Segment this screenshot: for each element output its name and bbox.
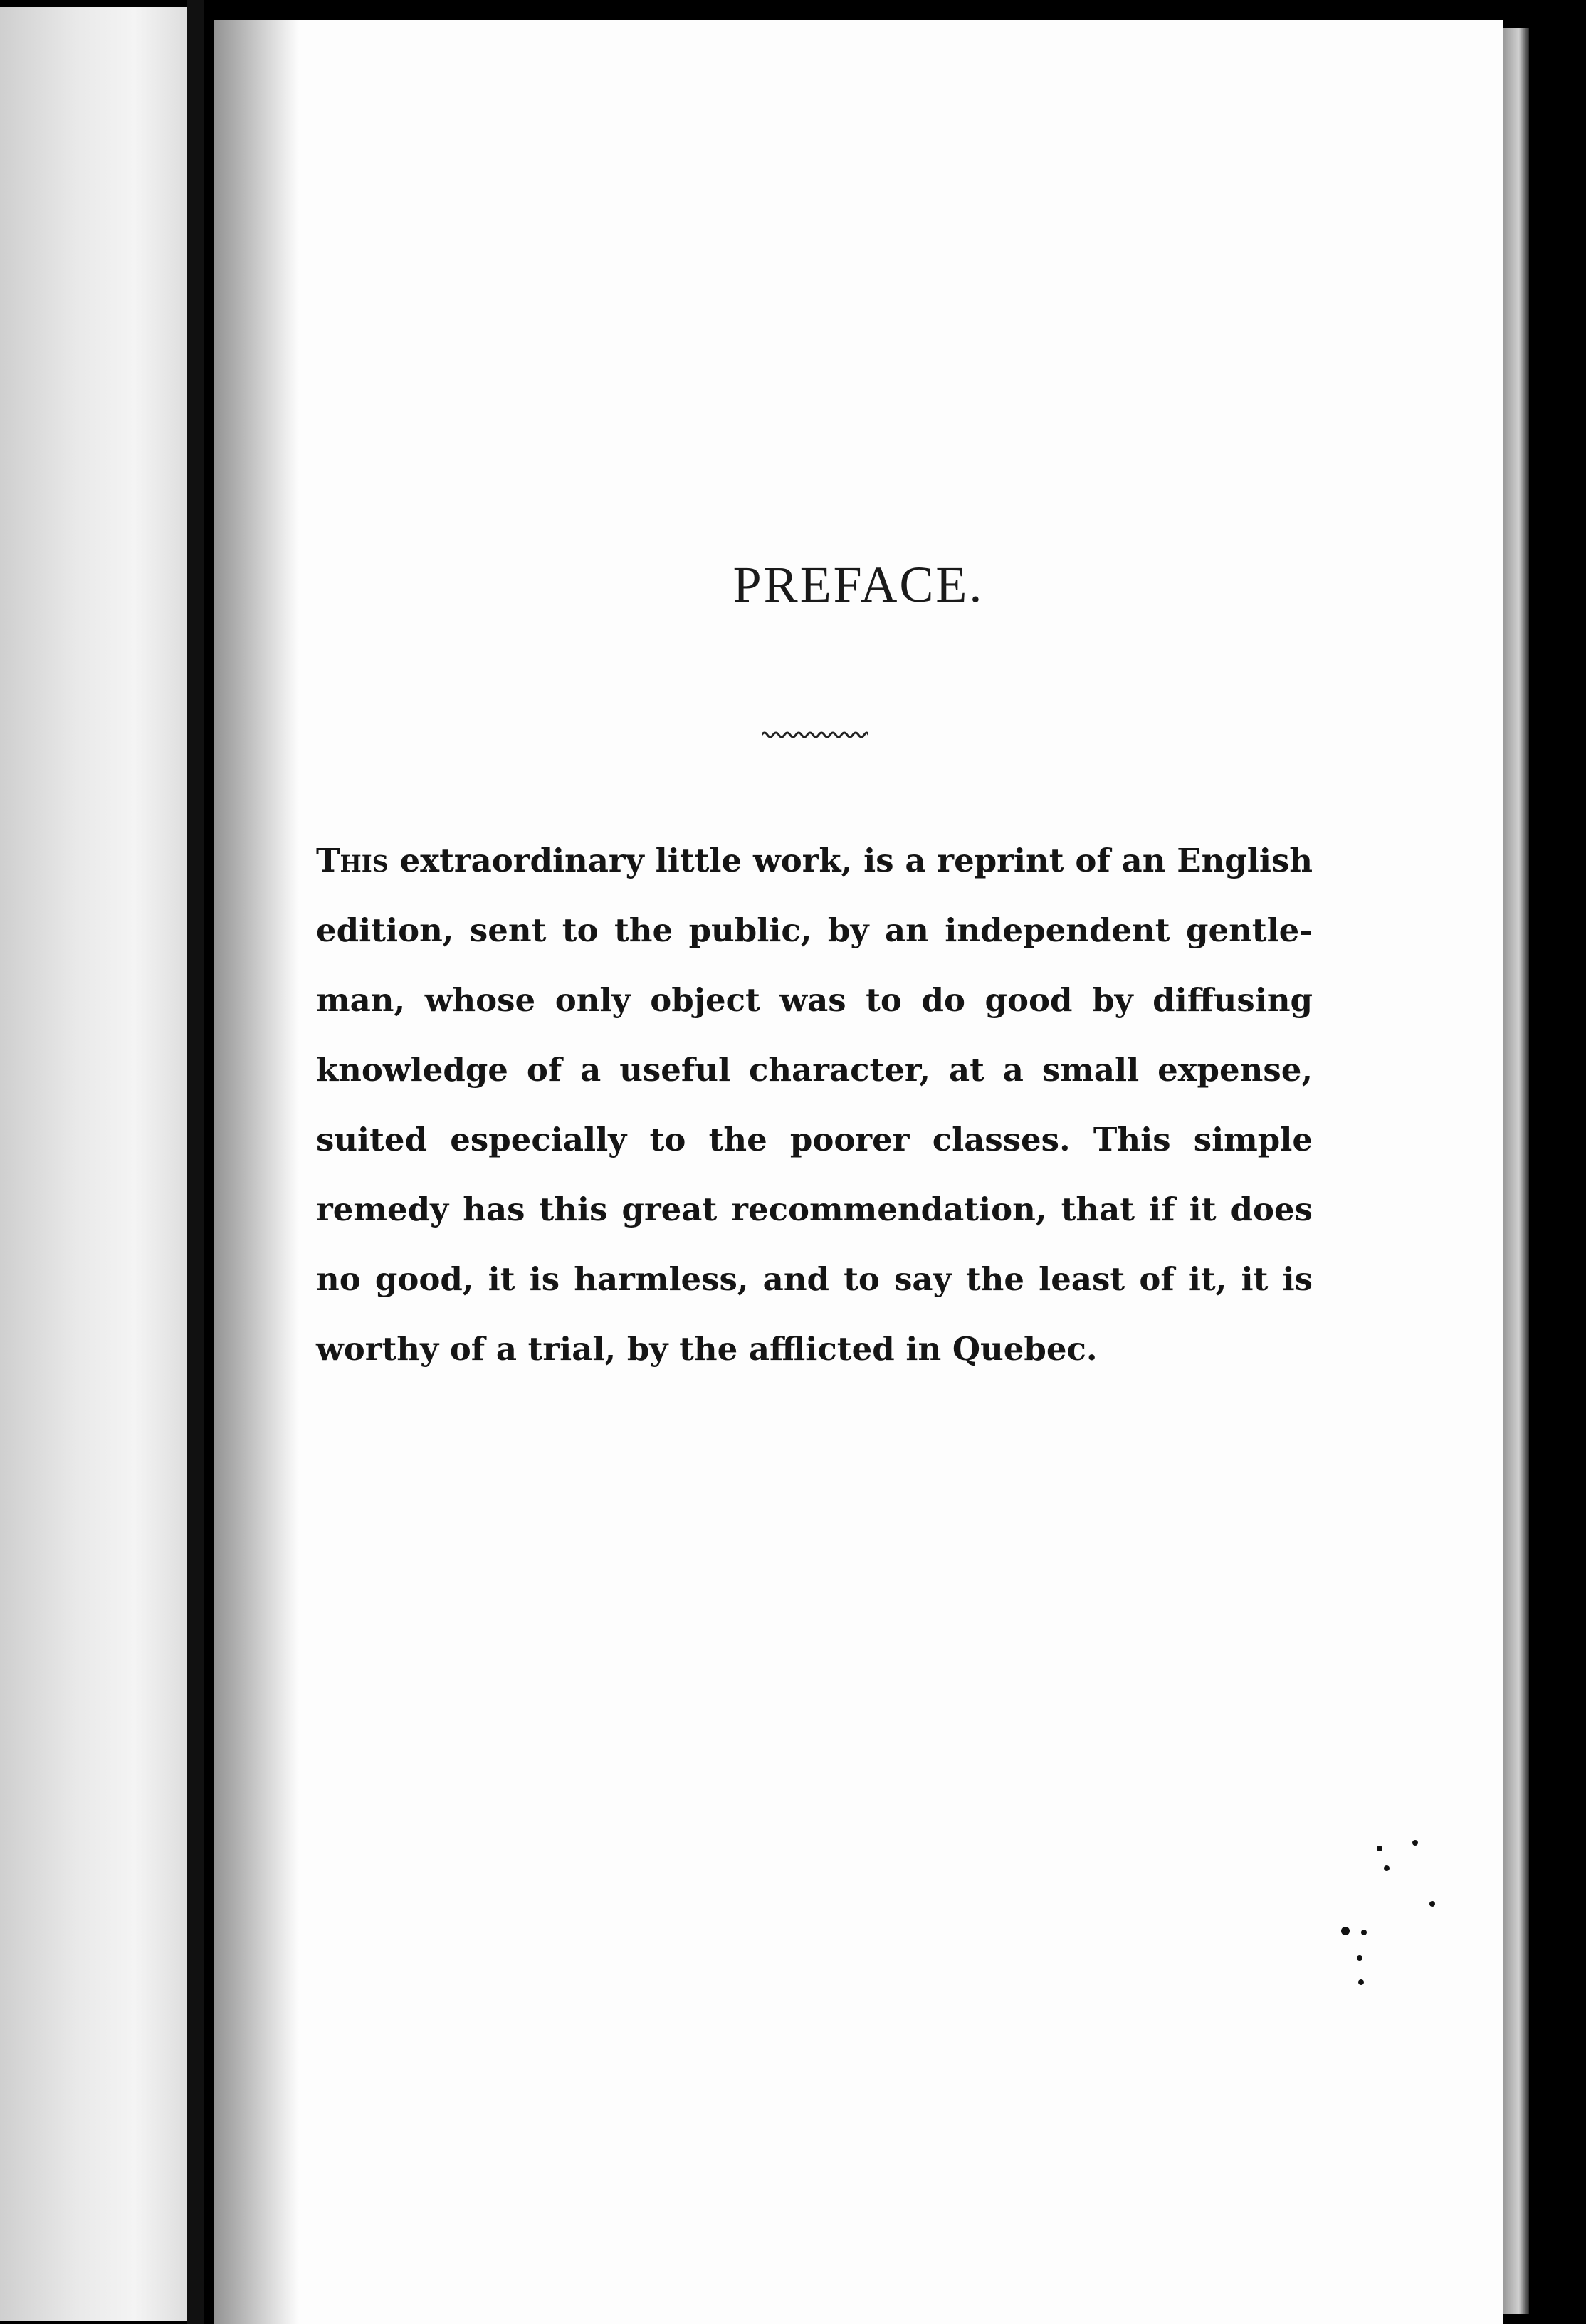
facing-page-edge xyxy=(0,7,192,2321)
speck xyxy=(1384,1865,1390,1871)
gutter-shadow xyxy=(214,20,299,2324)
speck xyxy=(1412,1840,1418,1846)
speck xyxy=(1341,1927,1350,1935)
page-edge-right xyxy=(1503,28,1529,2314)
paragraph-line: remedy has this great recommendation, that if it does xyxy=(316,1190,1313,1228)
paragraph-line: knowledge of a useful character, at a small expense, xyxy=(316,1051,1313,1089)
speck xyxy=(1377,1846,1382,1851)
paragraph-line: no good, it is harmless, and to say the least of it, it is xyxy=(316,1260,1313,1298)
speck xyxy=(1357,1955,1362,1961)
lead-word: This xyxy=(316,842,389,879)
wavy-rule-icon xyxy=(762,729,868,740)
paragraph-line: edition, sent to the public, by an independent gentle- xyxy=(316,911,1313,949)
paragraph-line: suited especially to the poorer classes. This simple xyxy=(316,1121,1313,1158)
paragraph-line: man, whose only object was to do good by diffusing xyxy=(316,981,1313,1019)
speck xyxy=(1429,1901,1435,1907)
speck xyxy=(1361,1930,1367,1935)
page-title: PREFACE. xyxy=(732,556,984,613)
book-gutter xyxy=(187,0,204,2324)
speck xyxy=(1358,1979,1364,1985)
paragraph-line xyxy=(316,826,1313,896)
paragraph-line-text: extraordinary little work, is a reprint of an English xyxy=(388,842,1313,879)
paragraph-line: worthy of a trial, by the afflicted in Quebec. xyxy=(316,1330,1098,1368)
preface-paragraph xyxy=(316,826,1313,1384)
